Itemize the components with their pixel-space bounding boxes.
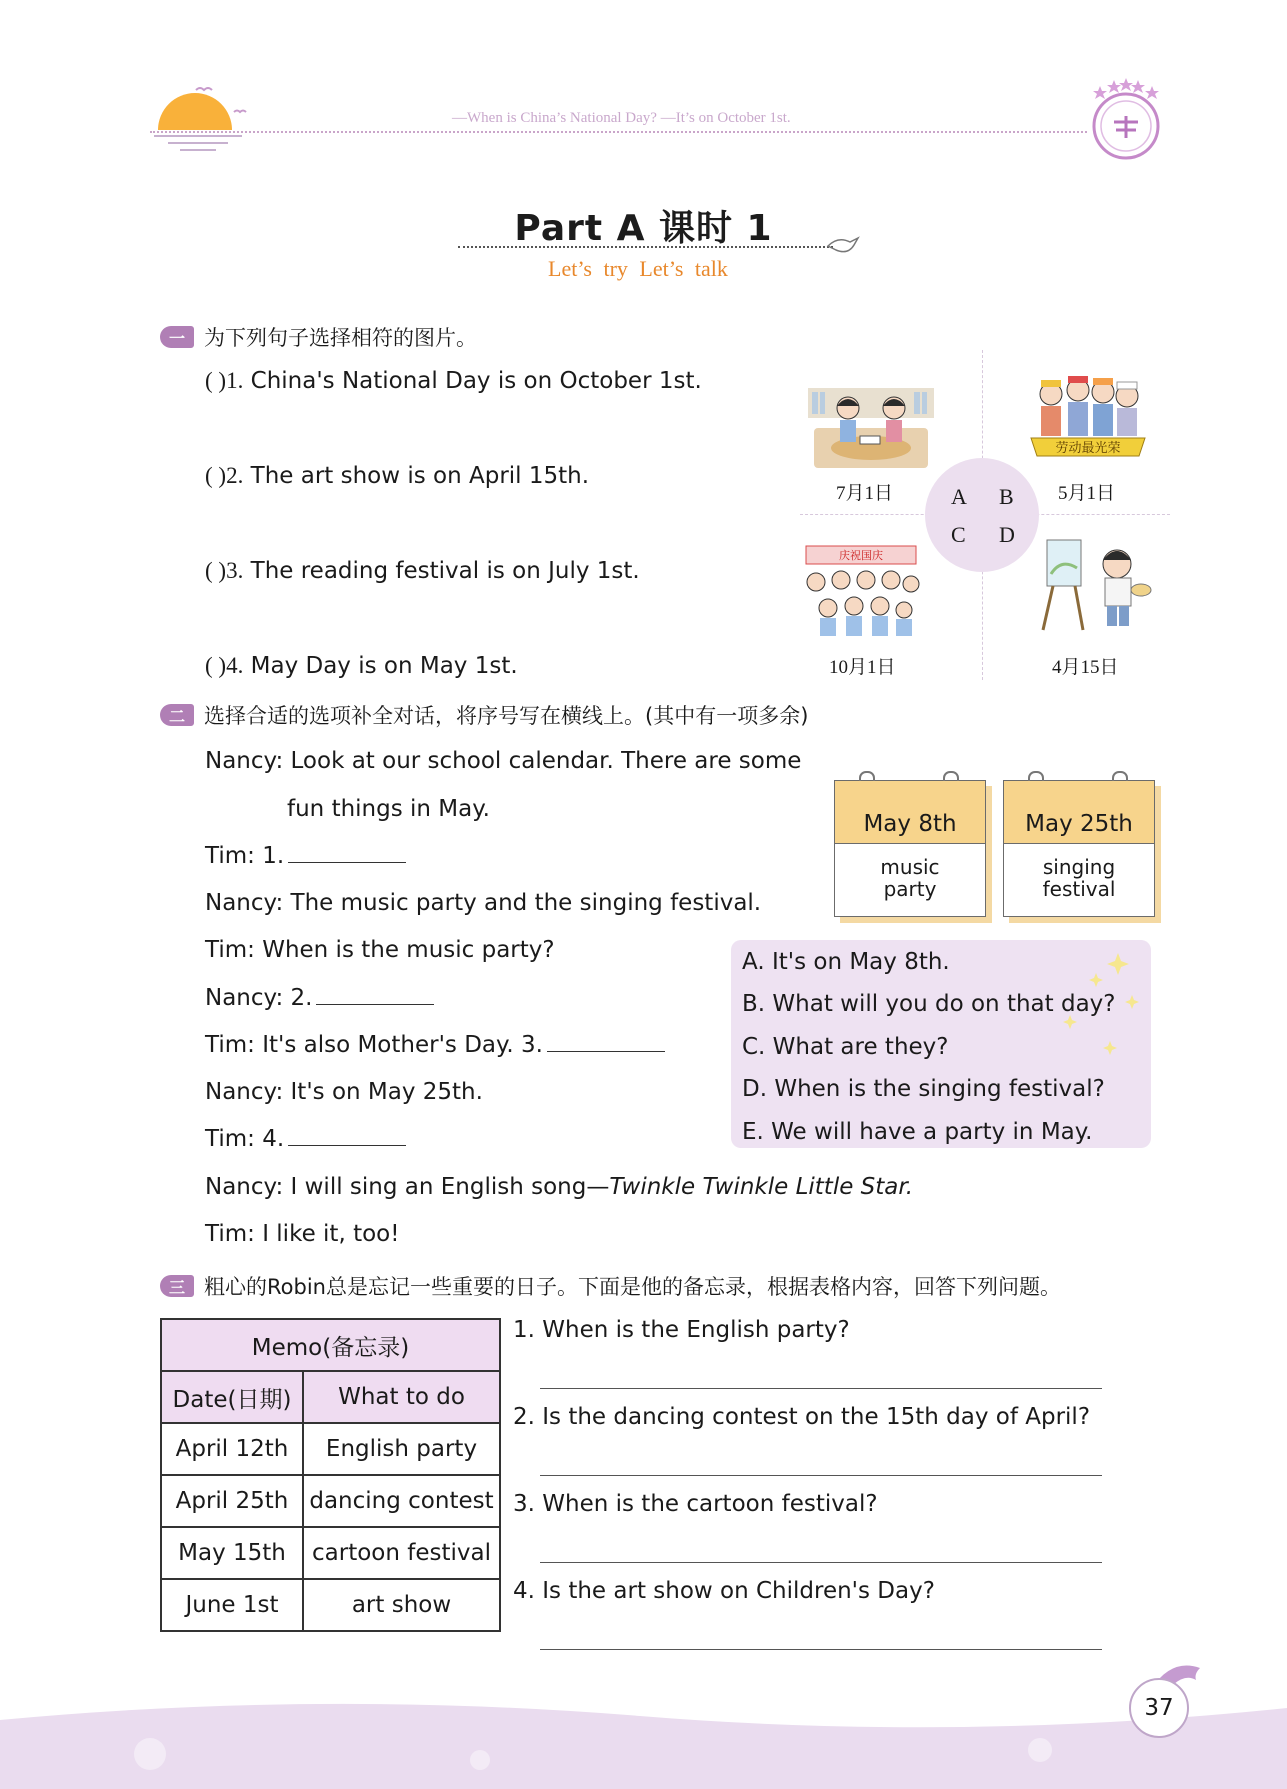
sunset-logo-icon <box>150 80 260 155</box>
table-row <box>161 1475 500 1527</box>
question: 3. When is the cartoon festival? <box>513 1491 878 1517</box>
picture-letter-b: B <box>999 484 1014 509</box>
memo-header-todo: What to do <box>303 1371 500 1423</box>
art-show-picture <box>1033 534 1163 634</box>
section-badge: 一 <box>160 326 194 348</box>
answer-blank-2[interactable] <box>316 986 434 1005</box>
section-badge: 二 <box>160 704 194 726</box>
answer-blank-1[interactable] <box>288 844 406 863</box>
option-item: D. When is the singing festival? <box>742 1076 1105 1102</box>
song-title: Twinkle Twinkle Little Star. <box>609 1174 914 1200</box>
lesson-subtitle: Let’s try Let’s talk <box>548 256 728 281</box>
memo-date: June 1st <box>161 1579 303 1631</box>
option-item: E. We will have a party in May. <box>742 1119 1093 1145</box>
section-badge: 三 <box>160 1275 194 1297</box>
question: 2. Is the dancing contest on the 15th day of April? <box>513 1404 1091 1430</box>
reading-festival-picture <box>806 378 936 478</box>
calendar-event: singing <box>1042 855 1116 879</box>
dialogue-line <box>205 1032 665 1058</box>
calendar-date: May 8th <box>863 811 957 837</box>
question: 1. When is the English party? <box>513 1317 850 1343</box>
picture-date-b: 5月1日 <box>1058 483 1116 504</box>
section-instruction: 选择合适的选项补全对话，将序号写在横线上。(其中有一项多余) <box>204 704 809 728</box>
letter-circle <box>925 458 1039 572</box>
memo-title: Memo(备忘录) <box>161 1319 500 1371</box>
answer-blank-3[interactable] <box>547 1033 665 1052</box>
calendar-card <box>834 780 986 917</box>
page-title: Part A 课时 1 <box>514 208 773 249</box>
picture-date-c: 10月1日 <box>829 657 896 678</box>
dialogue-line: fun things in May. <box>287 796 490 822</box>
memo-event: dancing contest <box>303 1475 500 1527</box>
dialogue-line: Tim: I like it, too! <box>205 1221 400 1247</box>
dialogue-line <box>205 985 434 1011</box>
calendar-card <box>1003 780 1155 917</box>
match-item[interactable] <box>205 463 589 489</box>
option-item: C. What are they? <box>742 1034 949 1060</box>
memo-event: cartoon festival <box>303 1527 500 1579</box>
dialogue-text: Tim: It's also Mother's Day. 3. <box>205 1032 543 1058</box>
question: 4. Is the art show on Children's Day? <box>513 1578 935 1604</box>
bird-icon <box>826 234 860 256</box>
answer-line-2[interactable] <box>540 1475 1102 1476</box>
picture-letter-a: A <box>951 484 967 509</box>
section-instruction: 为下列句子选择相符的图片。 <box>204 326 477 350</box>
page-number: 37 <box>1129 1678 1189 1738</box>
picture-letter-c: C <box>951 522 966 547</box>
dialogue-line: Nancy: It's on May 25th. <box>205 1079 483 1105</box>
dialogue-line: Tim: When is the music party? <box>205 937 555 963</box>
answer-paren[interactable]: ( )1. <box>205 368 244 393</box>
dialogue-text: Nancy: I will sing an English song— <box>205 1174 610 1200</box>
match-item[interactable] <box>205 558 640 584</box>
answer-line-4[interactable] <box>540 1649 1102 1650</box>
may-day-banner-text: 劳动最光荣 <box>1055 441 1121 456</box>
section2-heading <box>160 700 808 730</box>
answer-paren[interactable]: ( )2. <box>205 463 244 488</box>
memo-date: April 12th <box>161 1423 303 1475</box>
title-rule <box>458 246 833 248</box>
calendar-date: May 25th <box>1025 811 1133 837</box>
national-day-banner-text: 庆祝国庆 <box>839 549 883 562</box>
answer-line-3[interactable] <box>540 1562 1102 1563</box>
match-sentence: The reading festival is on July 1st. <box>250 558 640 584</box>
match-item[interactable] <box>205 368 702 394</box>
dialogue-text: Tim: 4. <box>205 1126 285 1152</box>
memo-header-date: Date(日期) <box>161 1371 303 1423</box>
dialogue-line <box>205 843 406 869</box>
footer-wave <box>0 1690 1287 1789</box>
match-sentence: China's National Day is on October 1st. <box>250 368 702 394</box>
picture-date-d: 4月15日 <box>1052 657 1119 678</box>
table-row <box>161 1423 500 1475</box>
dialogue-line <box>205 1174 913 1200</box>
running-title: —When is China’s National Day? —It’s on October 1st. <box>452 110 791 126</box>
picture-letter-d: D <box>999 522 1015 547</box>
memo-date: April 25th <box>161 1475 303 1527</box>
dialogue-line <box>205 1126 406 1152</box>
may-day-picture <box>1023 364 1153 464</box>
answer-line-1[interactable] <box>540 1388 1102 1389</box>
option-item: A. It's on May 8th. <box>742 949 950 975</box>
section3-heading <box>160 1271 1061 1301</box>
dialogue-text: Nancy: 2. <box>205 985 313 1011</box>
header-rule <box>150 131 1087 133</box>
memo-table <box>160 1318 501 1632</box>
calendar-event: party <box>883 877 937 901</box>
table-row <box>161 1579 500 1631</box>
answer-blank-4[interactable] <box>288 1127 406 1146</box>
answer-paren[interactable]: ( )3. <box>205 558 244 583</box>
publisher-seal-icon <box>1086 76 1166 166</box>
memo-event: art show <box>303 1579 500 1631</box>
dialogue-text: Tim: 1. <box>205 843 285 869</box>
option-item: B. What will you do on that day? <box>742 991 1116 1017</box>
match-item[interactable] <box>205 653 518 679</box>
memo-event: English party <box>303 1423 500 1475</box>
match-sentence: The art show is on April 15th. <box>250 463 590 489</box>
calendar-event: festival <box>1042 877 1116 901</box>
section1-heading <box>160 322 477 352</box>
match-sentence: May Day is on May 1st. <box>250 653 518 679</box>
picture-date-a: 7月1日 <box>836 483 894 504</box>
national-day-picture <box>796 542 926 642</box>
answer-paren[interactable]: ( )4. <box>205 653 244 678</box>
section-instruction: 粗心的Robin总是忘记一些重要的日子。下面是他的备忘录，根据表格内容，回答下列问题。 <box>204 1275 1061 1299</box>
dialogue-line: Nancy: The music party and the singing festival. <box>205 890 762 916</box>
calendar-event: music <box>880 855 940 879</box>
table-row <box>161 1527 500 1579</box>
dialogue-line: Nancy: Look at our school calendar. There are some <box>205 748 802 774</box>
memo-date: May 15th <box>161 1527 303 1579</box>
